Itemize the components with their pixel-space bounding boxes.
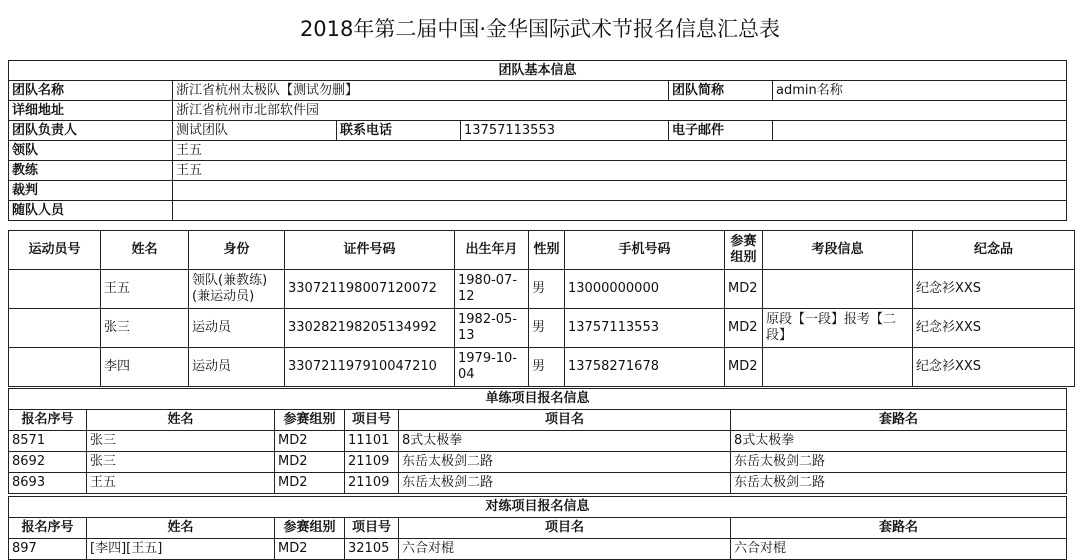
referee-label: 裁判 — [9, 181, 173, 201]
staff-label: 随队人员 — [9, 201, 173, 221]
routine-name: 东岳太极剑二路 — [731, 473, 1067, 494]
entry-number: 8692 — [9, 452, 87, 473]
address-value: 浙江省杭州市北部软件园 — [173, 101, 1067, 121]
athlete-id-number: 330282198205134992 — [285, 309, 455, 348]
athlete-gender: 男 — [529, 309, 565, 348]
table-row — [9, 431, 1067, 452]
captain-value: 王五 — [173, 141, 1067, 161]
page-title: 2018年第二届中国·金华国际武术节报名信息汇总表 — [299, 17, 781, 41]
single-header-cell: 报名序号 — [9, 410, 87, 431]
pair-section-header: 对练项目报名信息 — [9, 497, 1067, 518]
email-label: 电子邮件 — [669, 121, 773, 141]
team-section-header: 团队基本信息 — [9, 61, 1067, 81]
event-name: 六合对棍 — [399, 539, 731, 560]
table-row — [9, 348, 1075, 387]
athlete-mobile: 13757113553 — [565, 309, 725, 348]
athlete-name: 王五 — [101, 270, 189, 309]
athlete-birth: 1982-05-13 — [455, 309, 529, 348]
table-row — [9, 473, 1067, 494]
entry-name: [李四][王五] — [87, 539, 275, 560]
single-header-cell: 参赛组别 — [275, 410, 345, 431]
coach-value: 王五 — [173, 161, 1067, 181]
table-row — [9, 452, 1067, 473]
athletes-header-cell: 纪念品 — [913, 231, 1075, 270]
pair-events-table — [8, 496, 1067, 560]
pair-header-cell: 项目名 — [399, 518, 731, 539]
single-header-cell: 套路名 — [731, 410, 1067, 431]
athlete-role: 领队(兼教练)(兼运动员) — [189, 270, 285, 309]
athlete-birth: 1980-07-12 — [455, 270, 529, 309]
athlete-gender: 男 — [529, 270, 565, 309]
athletes-header-cell: 考段信息 — [763, 231, 913, 270]
athlete-dan-info: 原段【一段】报考【二段】 — [763, 309, 913, 348]
athlete-gender: 男 — [529, 348, 565, 387]
event-number: 21109 — [345, 473, 399, 494]
team-info-table — [8, 60, 1067, 221]
entry-name: 张三 — [87, 431, 275, 452]
event-number: 32105 — [345, 539, 399, 560]
athletes-header-cell: 性别 — [529, 231, 565, 270]
event-name: 8式太极拳 — [399, 431, 731, 452]
staff-value — [173, 201, 1067, 221]
athletes-header-cell: 出生年月 — [455, 231, 529, 270]
single-section-header: 单练项目报名信息 — [9, 389, 1067, 410]
team-name-value: 浙江省杭州太极队【测试勿删】 — [173, 81, 669, 101]
email-value — [773, 121, 1067, 141]
event-number: 11101 — [345, 431, 399, 452]
table-row — [9, 309, 1075, 348]
routine-name: 8式太极拳 — [731, 431, 1067, 452]
leader-value: 测试团队 — [173, 121, 337, 141]
entry-group: MD2 — [275, 539, 345, 560]
athletes-header-cell: 运动员号 — [9, 231, 101, 270]
athlete-number — [9, 309, 101, 348]
athlete-id-number: 330721198007120072 — [285, 270, 455, 309]
athlete-mobile: 13758271678 — [565, 348, 725, 387]
athletes-header-cell: 身份 — [189, 231, 285, 270]
athlete-group: MD2 — [725, 309, 763, 348]
athletes-header-cell: 姓名 — [101, 231, 189, 270]
athletes-header-cell: 手机号码 — [565, 231, 725, 270]
athlete-souvenir: 纪念衫XXS — [913, 348, 1075, 387]
athlete-birth: 1979-10-04 — [455, 348, 529, 387]
athletes-table — [8, 230, 1075, 387]
event-number: 21109 — [345, 452, 399, 473]
event-name: 东岳太极剑二路 — [399, 452, 731, 473]
team-short-label: 团队简称 — [669, 81, 773, 101]
athletes-header-cell: 证件号码 — [285, 231, 455, 270]
single-events-table — [8, 388, 1067, 494]
athlete-group: MD2 — [725, 270, 763, 309]
athlete-mobile: 13000000000 — [565, 270, 725, 309]
entry-number: 8571 — [9, 431, 87, 452]
entry-group: MD2 — [275, 452, 345, 473]
pair-header-cell: 报名序号 — [9, 518, 87, 539]
table-row — [9, 270, 1075, 309]
entry-name: 张三 — [87, 452, 275, 473]
athlete-group: MD2 — [725, 348, 763, 387]
athletes-header-cell: 参赛组别 — [725, 231, 763, 270]
athlete-number — [9, 270, 101, 309]
phone-label: 联系电话 — [337, 121, 461, 141]
single-header-cell: 项目号 — [345, 410, 399, 431]
pair-header-cell: 姓名 — [87, 518, 275, 539]
entry-group: MD2 — [275, 431, 345, 452]
athlete-souvenir: 纪念衫XXS — [913, 309, 1075, 348]
athlete-number — [9, 348, 101, 387]
leader-label: 团队负责人 — [9, 121, 173, 141]
entry-number: 8693 — [9, 473, 87, 494]
athlete-name: 李四 — [101, 348, 189, 387]
pair-header-cell: 参赛组别 — [275, 518, 345, 539]
routine-name: 六合对棍 — [731, 539, 1067, 560]
entry-name: 王五 — [87, 473, 275, 494]
pair-header-cell: 套路名 — [731, 518, 1067, 539]
event-name: 东岳太极剑二路 — [399, 473, 731, 494]
single-header-cell: 姓名 — [87, 410, 275, 431]
address-label: 详细地址 — [9, 101, 173, 121]
athlete-name: 张三 — [101, 309, 189, 348]
referee-value — [173, 181, 1067, 201]
athlete-dan-info — [763, 348, 913, 387]
athlete-role: 运动员 — [189, 348, 285, 387]
entry-number: 897 — [9, 539, 87, 560]
captain-label: 领队 — [9, 141, 173, 161]
phone-value: 13757113553 — [461, 121, 669, 141]
team-short-value: admin名称 — [773, 81, 1067, 101]
team-name-label: 团队名称 — [9, 81, 173, 101]
pair-header-cell: 项目号 — [345, 518, 399, 539]
single-header-cell: 项目名 — [399, 410, 731, 431]
routine-name: 东岳太极剑二路 — [731, 452, 1067, 473]
table-row — [9, 539, 1067, 560]
coach-label: 教练 — [9, 161, 173, 181]
athlete-dan-info — [763, 270, 913, 309]
entry-group: MD2 — [275, 473, 345, 494]
athlete-souvenir: 纪念衫XXS — [913, 270, 1075, 309]
athlete-id-number: 330721197910047210 — [285, 348, 455, 387]
athlete-role: 运动员 — [189, 309, 285, 348]
